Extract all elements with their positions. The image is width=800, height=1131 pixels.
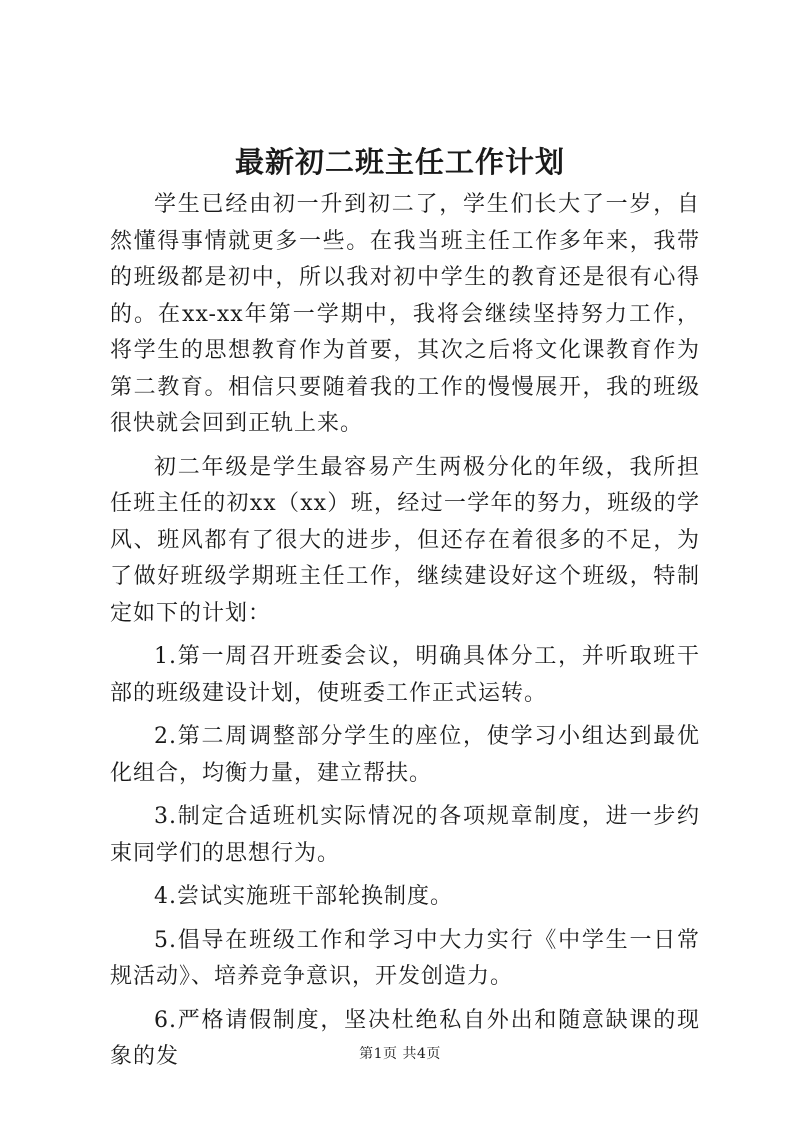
document-body bbox=[110, 187, 700, 1076]
plan-item-3: 3.制定合适班机实际情况的各项规章制度，进一步约束同学们的思想行为。 bbox=[110, 804, 700, 866]
paragraph-class-overview: 初二年级是学生最容易产生两极分化的年级，我所担任班主任的初xx（xx）班，经过一学年的努力，班级的学风、班风都有了很大的进步，但还存在着很多的不足，为了做好班级学期班主任工作，继续建设好这个班级，特制定如下的计划： bbox=[110, 454, 700, 626]
plan-item-5: 5.倡导在班级工作和学习中大力实行《中学生一日常规活动》、培养竞争意识，开发创造力。 bbox=[110, 927, 700, 989]
paragraph-intro: 学生已经由初一升到初二了，学生们长大了一岁，自然懂得事情就更多一些。在我当班主任工作多年来，我带的班级都是初中，所以我对初中学生的教育还是很有心得的。在xx-xx年第一学期中，我将会继续坚持努力工作，将学生的思想教育作为首要，其次之后将文化课教育作为第二教育。相信只要随着我的工作的慢慢展开，我的班级很快就会回到正轨上来。 bbox=[110, 192, 700, 436]
plan-item-6: 6.严格请假制度，坚决杜绝私自外出和随意缺课的现象的发 bbox=[110, 1007, 700, 1069]
page-title: 最新初二班主任工作计划 bbox=[234, 145, 565, 179]
plan-item-1: 1.第一周召开班委会议，明确具体分工，并听取班干部的班级建设计划，使班委工作正式运转。 bbox=[110, 644, 700, 706]
plan-item-4: 4.尝试实施班干部轮换制度。 bbox=[154, 884, 453, 909]
page-footer: 第1页 共4页 bbox=[359, 1046, 441, 1062]
plan-item-2: 2.第二周调整部分学生的座位，使学习小组达到最优化组合，均衡力量，建立帮扶。 bbox=[110, 724, 700, 786]
